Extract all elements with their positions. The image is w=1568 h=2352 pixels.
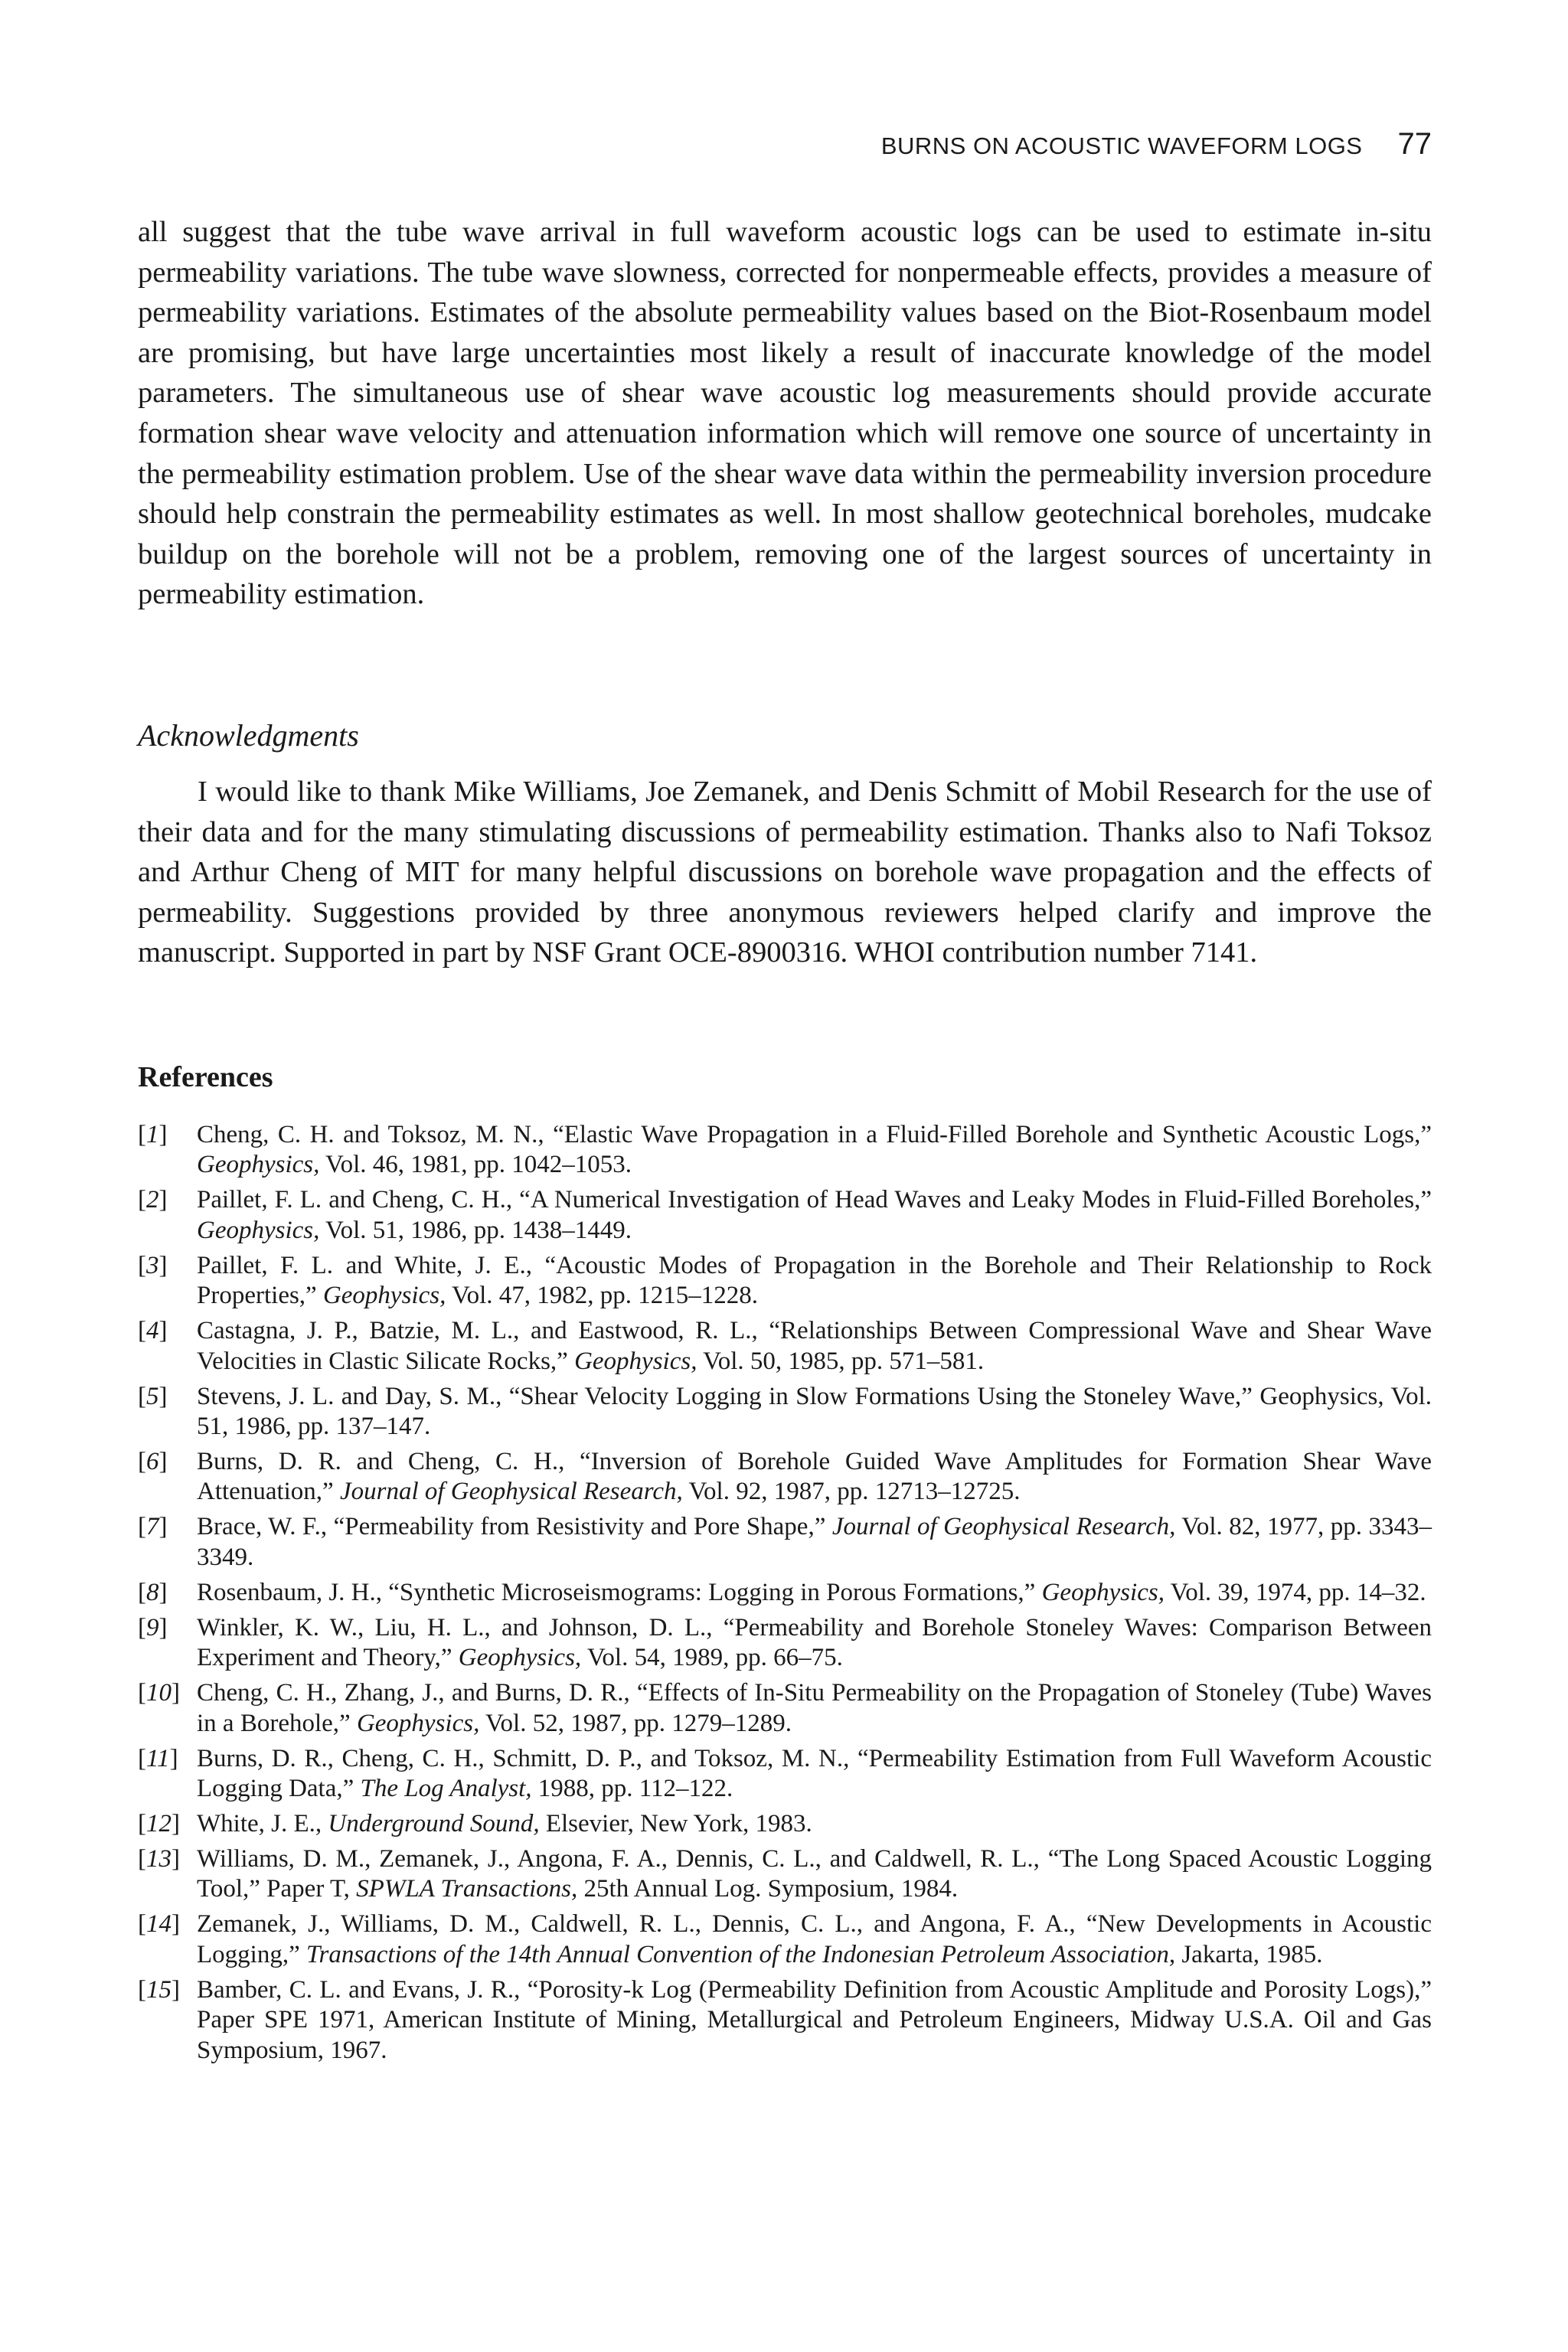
journal-name: Geophysics, [197,1151,320,1179]
reference-text: Stevens, J. L. and Day, S. M., “Shear Velocity Logging in Slow Formations Using the Stoneley Wave,” Geophysics, Vol. 51, 1986, pp. 137–147. [197,1382,1432,1441]
reference-list [138,1120,1432,2071]
journal-name: Geophysics, [322,1282,446,1310]
reference-item [138,1975,1432,2066]
reference-number: [7] [138,1513,168,1541]
reference-text: Bamber, C. L. and Evans, J. R., “Porosity-k Log (Permeability Definition from Acoustic Amplitude and Porosity Logs),” Paper SPE 1971, American Institute of Mining, Metallurgical and Petroleum Engineers, Midway U.S.A. Oil and Gas Symposium, 1967. [197,1975,1432,2064]
reference-item [138,1613,1432,1674]
reference-text: Rosenbaum, J. H., “Synthetic Microseismograms: Logging in Porous Formations,” Geophysics, Vol. 39, 1974, pp. 14–32. [197,1578,1426,1606]
journal-name: The Log Analyst, [360,1775,532,1803]
reference-text: Brace, W. F., “Permeability from Resistivity and Pore Shape,” Journal of Geophysical Research, Vol. 82, 1977, pp. 3343–3349. [197,1513,1432,1571]
reference-text: Zemanek, J., Williams, D. M., Caldwell, R. L., Dennis, C. L., and Angona, F. A., “New Developments in Acoustic Logging,” Transactions of the 14th Annual Convention of the Indonesian Petroleum Association, Jakarta, 1985. [197,1910,1432,1968]
acknowledgments-paragraph: I would like to thank Mike Williams, Joe Zemanek, and Denis Schmitt of Mobil Research for the use of their data and for the many stimulating discussions of permeability estimation. Thanks also to Nafi Toksoz and Arthur Cheng of MIT for many helpful discussions on borehole wave propagation and the effects of permeability. Suggestions provided by three anonymous reviewers helped clarify and improve the manuscript. Supported in part by NSF Grant OCE-8900316. WHOI contribution number 7141. [138,776,1432,969]
reference-item [138,1512,1432,1573]
reference-item [138,1809,1432,1839]
reference-item [138,1909,1432,1970]
reference-item [138,1744,1432,1805]
reference-item [138,1447,1432,1508]
reference-number: [14] [138,1910,180,1939]
reference-number: [5] [138,1382,168,1410]
reference-text: Cheng, C. H. and Toksoz, M. N., “Elastic Wave Propagation in a Fluid-Filled Borehole and Synthetic Acoustic Logs,” Geophysics, Vol. 46, 1981, pp. 1042–1053. [197,1121,1432,1179]
reference-text: Paillet, F. L. and Cheng, C. H., “A Numerical Investigation of Head Waves and Leaky Modes in Fluid-Filled Boreholes,” Geophysics, Vol. 51, 1986, pp. 1438–1449. [197,1186,1432,1244]
reference-number: [10] [138,1679,180,1707]
reference-number: [8] [138,1578,168,1606]
reference-text: Williams, D. M., Zemanek, J., Angona, F. A., Dennis, C. L., and Caldwell, R. L., “The Long Spaced Acoustic Logging Tool,” Paper T, SPWLA Transactions, 25th Annual Log. Symposium, 1984. [197,1845,1432,1903]
journal-name: SPWLA Transactions, [356,1875,578,1903]
journal-name: Journal of Geophysical Research, [339,1478,683,1506]
reference-item [138,1120,1432,1181]
reference-number: [15] [138,1975,180,2004]
page-number: 77 [1397,127,1432,161]
journal-name: Journal of Geophysical Research, [831,1513,1176,1541]
reference-number: [1] [138,1121,168,1148]
reference-text: Winkler, K. W., Liu, H. L., and Johnson, D. L., “Permeability and Borehole Stoneley Waves: Comparison Between Experiment and Theory,” Geophysics, Vol. 54, 1989, pp. 66–75. [197,1613,1432,1672]
journal-name: Geophysics, [574,1347,697,1375]
journal-name: Transactions of the 14th Annual Convention of the Indonesian Petroleum Association, [305,1940,1176,1968]
reference-item [138,1844,1432,1905]
journal-name: Geophysics, [356,1709,480,1737]
reference-item [138,1316,1432,1377]
reference-text: Paillet, F. L. and White, J. E., “Acoustic Modes of Propagation in the Borehole and Their Relationship to Rock Properties,” Geophysics, Vol. 47, 1982, pp. 1215–1228. [197,1251,1432,1310]
running-head: BURNS ON ACOUSTIC WAVEFORM LOGS [880,132,1363,159]
reference-number: [12] [138,1810,180,1838]
reference-number: [11] [138,1744,178,1772]
references-heading: References [138,1061,273,1093]
reference-number: [3] [138,1251,168,1279]
reference-item [138,1251,1432,1312]
reference-text: Castagna, J. P., Batzie, M. L., and Eastwood, R. L., “Relationships Between Compressional Wave and Shear Wave Velocities in Clastic Silicate Rocks,” Geophysics, Vol. 50, 1985, pp. 571–581. [197,1317,1432,1375]
reference-number: [13] [138,1845,180,1873]
reference-text: Cheng, C. H., Zhang, J., and Burns, D. R., “Effects of In-Situ Permeability on the Propagation of Stoneley (Tube) Waves in a Borehole,” Geophysics, Vol. 52, 1987, pp. 1279–1289. [197,1679,1432,1737]
reference-number: [6] [138,1448,168,1476]
reference-text: Burns, D. R., Cheng, C. H., Schmitt, D. P., and Toksoz, M. N., “Permeability Estimation from Full Waveform Acoustic Logging Data,” The Log Analyst, 1988, pp. 112–122. [197,1744,1432,1803]
journal-name: Geophysics, [197,1216,320,1244]
page-header [138,127,1432,162]
reference-text: Burns, D. R. and Cheng, C. H., “Inversion of Borehole Guided Wave Amplitudes for Formation Shear Wave Attenuation,” Journal of Geophysical Research, Vol. 92, 1987, pp. 12713–12725. [197,1448,1432,1506]
acknowledgments-heading: Acknowledgments [138,718,359,753]
intro-paragraph: all suggest that the tube wave arrival in full waveform acoustic logs can be used to estimate in-situ permeability variations. The tube wave slowness, corrected for nonpermeable effects, provides a measure of permeability variations. Estimates of the absolute permeability values based on the Biot-Rosenbaum model are promising, but have large uncertainties most likely a result of inaccurate knowledge of the model parameters. The simultaneous use of shear wave acoustic log measurements should provide accurate formation shear wave velocity and attenuation information which will remove one source of uncertainty in the permeability estimation problem. Use of the shear wave data within the permeability inversion procedure should help constrain the permeability estimates as well. In most shallow geotechnical boreholes, mudcake buildup on the borehole will not be a problem, removing one of the largest sources of uncertainty in permeability estimation. [138,216,1432,611]
journal-name: Geophysics, [458,1644,582,1672]
reference-number: [4] [138,1317,168,1345]
reference-number: [2] [138,1186,168,1214]
reference-item [138,1678,1432,1739]
reference-item [138,1578,1432,1608]
journal-name: Geophysics, [1041,1578,1165,1606]
journal-name: Underground Sound, [328,1810,540,1838]
reference-number: [9] [138,1613,168,1642]
reference-item [138,1185,1432,1246]
reference-text: White, J. E., Underground Sound, Elsevier, New York, 1983. [197,1810,812,1838]
reference-item [138,1382,1432,1442]
